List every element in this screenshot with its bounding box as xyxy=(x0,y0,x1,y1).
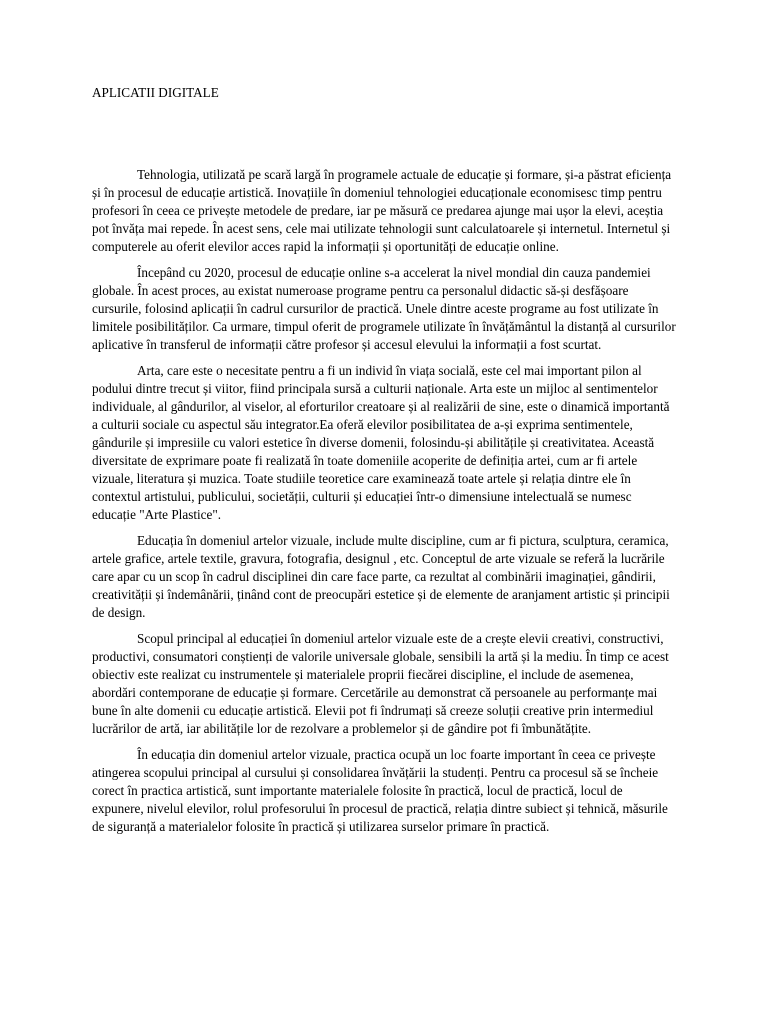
paragraph-visual-arts-education: Educația în domeniul artelor vizuale, include multe discipline, cum ar fi pictura, sculptura, ceramica, artele grafice, artele textile, gravura, fotografia, designul , etc. Conceptul de arte vizuale se referă la lucrările care apar cu un scop în cadrul disciplinei din care face parte, ca rezultat al combinării imaginației, gândirii, creativității și îndemânării, ținând cont de preocupări estetice și de elemente de aranjament artistic și principii de design. xyxy=(92,533,670,620)
paragraph-technology: Tehnologia, utilizată pe scară largă în programele actuale de educație și formare, și-a păstrat eficiența și în procesul de educație artistică. Inovațiile în domeniul tehnologiei educaționale economisesc timp pentru profesori în ceea ce privește metodele de predare, iar pe măsură ce predarea ajunge mai ușor la elevi, aceștia pot învăța mai repede. În acest sens, cele mai utilizate tehnologii sunt calculatoarele și internetul. Internetul și computerele au oferit elevilor acces rapid la informații și oportunități de educație online. xyxy=(92,167,672,254)
paragraph-main-purpose: Scopul principal al educației în domeniul artelor vizuale este de a crește elevii creativi, constructivi, productivi, consumatori conștienți de valorile universale globale, sensibili la artă și la mediu. În timp ce acest obiectiv este realizat cu instrumentele și materialele proprii fiecărei discipline, el include de asemenea, abordări contemporane de educație și formare. Cercetările au demonstrat că persoanele au performanțe mai bune în alte domenii cu educație artistică. Elevii pot fi îndrumați să creeze soluții creative prin intermediul lucrărilor de artă, iar abilitățile lor de rezolvare a problemelor și de gândire pot fi îmbunătățite. xyxy=(92,631,669,736)
document-title: APLICATII DIGITALE xyxy=(92,85,219,100)
document-body xyxy=(92,166,676,844)
paragraph-practice: În educația din domeniul artelor vizuale, practica ocupă un loc foarte important în ceea ce privește atingerea scopului principal al cursului și consolidarea învățării la studenți. Pentru ca procesul să se încheie corect în practica artistică, sunt importante materialele folosite în practică, locul de practică, locul de expunere, nivelul elevilor, rolul profesorului în procesul de practică, relația dintre subiect și tehnică, măsurile de siguranță a materialelor folosite în practică și utilizarea surselor primare în practică. xyxy=(92,747,668,834)
paragraph-online-education: Începând cu 2020, procesul de educație online s-a accelerat la nivel mondial din cauza pandemiei globale. În acest proces, au existat numeroase programe pentru ca personalul didactic să-și desfășoare cursurile, folosind aplicații în cadrul cursurilor de practică. Unele dintre aceste programe au fost utilizate în limitele posibilităților. Ca urmare, timpul oferit de programele utilizate în învățământul la distanță al cursurilor aplicative în transferul de informații către profesor și accesul elevului la informații a fost scurtat. xyxy=(92,265,676,352)
paragraph-art: Arta, care este o necesitate pentru a fi un individ în viața socială, este cel mai important pilon al podului dintre trecut și viitor, fiind principala sursă a culturii naționale. Arta este un mijloc al sentimentelor individuale, al gândurilor, al viselor, al eforturilor creatoare și al realizării de sine, este o dinamică importantă a culturii sociale cu aspectul său integrator.Ea oferă elevilor posibilitatea de a-și exprima sentimentele, gândurile și impresiile cu valori estetice în diverse domenii, folosindu-și abilitățile și creativitatea. Această diversitate de exprimare poate fi realizată în toate domeniile acoperite de definiția artei, cum ar fi artele vizuale, literatura și muzica. Toate studiile teoretice care examinează toate artele și relația dintre ele în contextul artistului, publicului, societății, culturii și educației într-o dimensiune intelectuală se numesc educație "Arte Plastice". xyxy=(92,363,670,522)
